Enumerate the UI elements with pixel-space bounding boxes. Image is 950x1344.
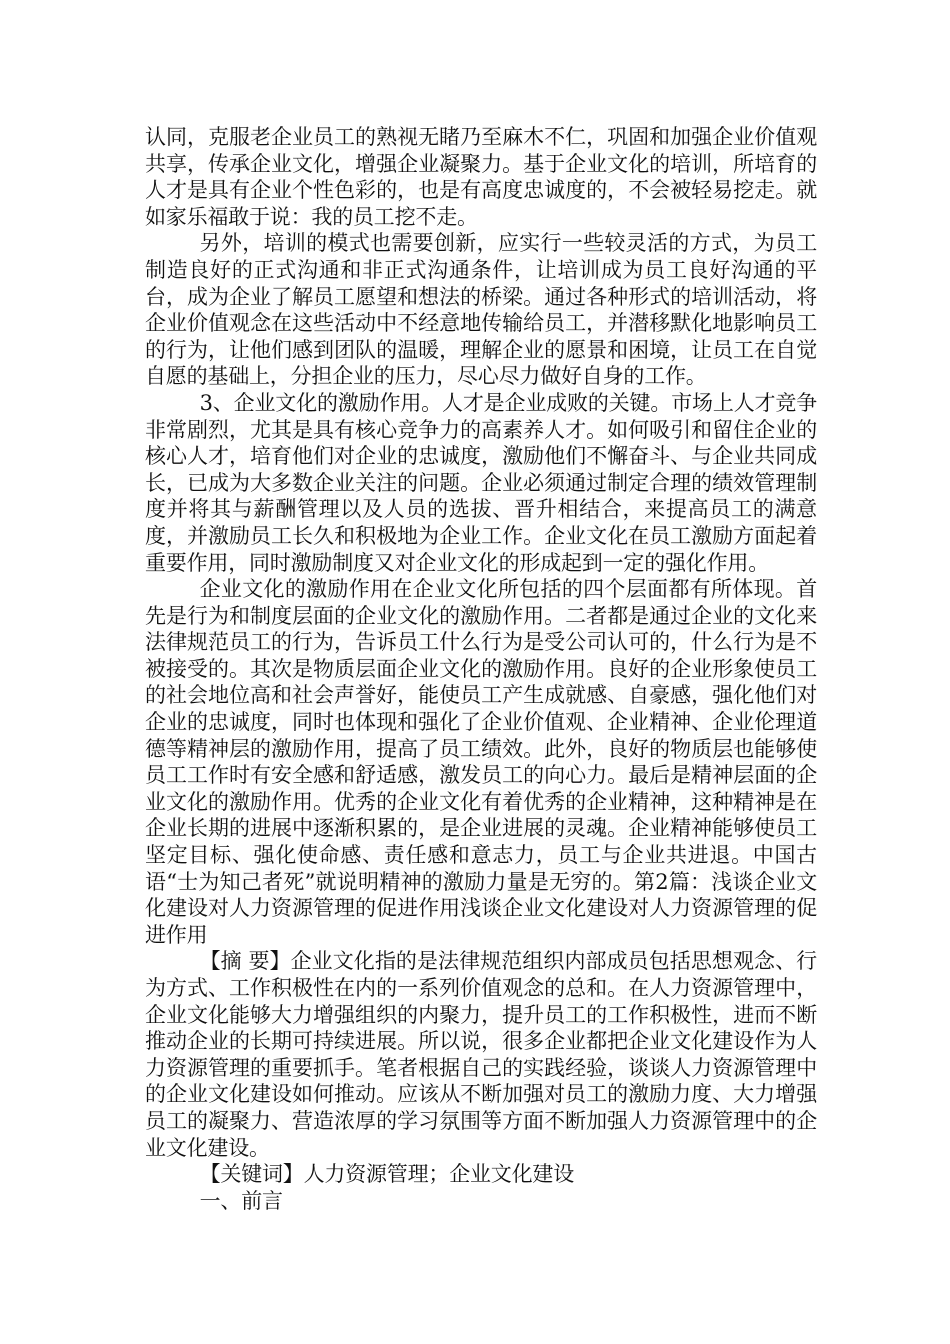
document-body (145, 124, 817, 1214)
paragraph-abstract: 【摘 要】企业文化指的是法律规范组织内部成员包括思想观念、行为方式、工作积极性在内的一系列价值观念的总和。在人力资源管理中，企业文化能够大力增强组织的内聚力，提升员工的工作积极性，进而不断推动企业的长期可持续进展。所以说，很多企业都把企业文化建设作为人力资源管理的重要抓手。笔者根据自己的实践经验，谈谈人力资源管理中的企业文化建设如何推动。应该从不断加强对员工的激励力度、大力增强员工的凝聚力、营造浓厚的学习氛围等方面不断加强人力资源管理中的企业文化建设。 (145, 949, 817, 1160)
section-heading-preface: 一、前言 (199, 1188, 283, 1213)
paragraph-incentive-role: 3、企业文化的激励作用。人才是企业成败的关键。市场上人才竞争非常剧烈，尤其是具有核心竞争力的高素养人才。如何吸引和留住企业的核心人才，培育他们对企业的忠诚度，激励他们不懈奋斗、与企业共同成长，已成为大多数企业关注的问题。企业必须通过制定合理的绩效管理制度并将其与薪酬管理以及人员的选拔、晋升相结合，来提高员工的满意度，并激励员工长久和积极地为企业工作。企业文化在员工激励方面起着重要作用，同时激励制度又对企业文化的形成起到一定的强化作用。 (145, 390, 817, 575)
paragraph-incentive-levels: 企业文化的激励作用在企业文化所包括的四个层面都有所体现。首先是行为和制度层面的企业文化的激励作用。二者都是通过企业的文化来法律规范员工的行为，告诉员工什么行为是受公司认可的，什么行为是不被接受的。其次是物质层面企业文化的激励作用。良好的企业形象使员工的社会地位高和社会声誉好，能使员工产生成就感、自豪感，强化他们对企业的忠诚度，同时也体现和强化了企业价值观、企业精神、企业伦理道德等精神层的激励作用，提高了员工绩效。此外，良好的物质层也能够使员工工作时有安全感和舒适感，激发员工的向心力。最后是精神层面的企业文化的激励作用。优秀的企业文化有着优秀的企业精神，这种精神是在企业长期的进展中逐渐积累的，是企业进展的灵魂。企业精神能够使员工坚定目标、强化使命感、责任感和意志力，员工与企业共进退。中国古语“士为知己者死”就说明精神的激励力量是无穷的。第2篇：浅谈企业文化建设对人力资源管理的促进作用浅谈企业文化建设对人力资源管理的促进作用 (145, 577, 817, 947)
paragraph-training-mode: 另外，培训的模式也需要创新，应实行一些较灵活的方式，为员工制造良好的正式沟通和非正式沟通条件，让培训成为员工良好沟通的平台，成为企业了解员工愿望和想法的桥梁。通过各种形式的培训活动，将企业价值观念在这些活动中不经意地传输给员工，并潜移默化地影响员工的行为，让他们感到团队的温暖，理解企业的愿景和困境，让员工在自觉自愿的基础上，分担企业的压力，尽心尽力做好自身的工作。 (145, 231, 817, 389)
paragraph-keywords: 【关键词】人力资源管理；企业文化建设 (199, 1162, 574, 1187)
paragraph-training-culture: 认同，克服老企业员工的熟视无睹乃至麻木不仁，巩固和加强企业价值观共享，传承企业文化，增强企业凝聚力。基于企业文化的培训，所培育的人才是具有企业个性色彩的，也是有高度忠诚度的，不会被轻易挖走。就如家乐福敢于说：我的员工挖不走。 (145, 125, 817, 229)
